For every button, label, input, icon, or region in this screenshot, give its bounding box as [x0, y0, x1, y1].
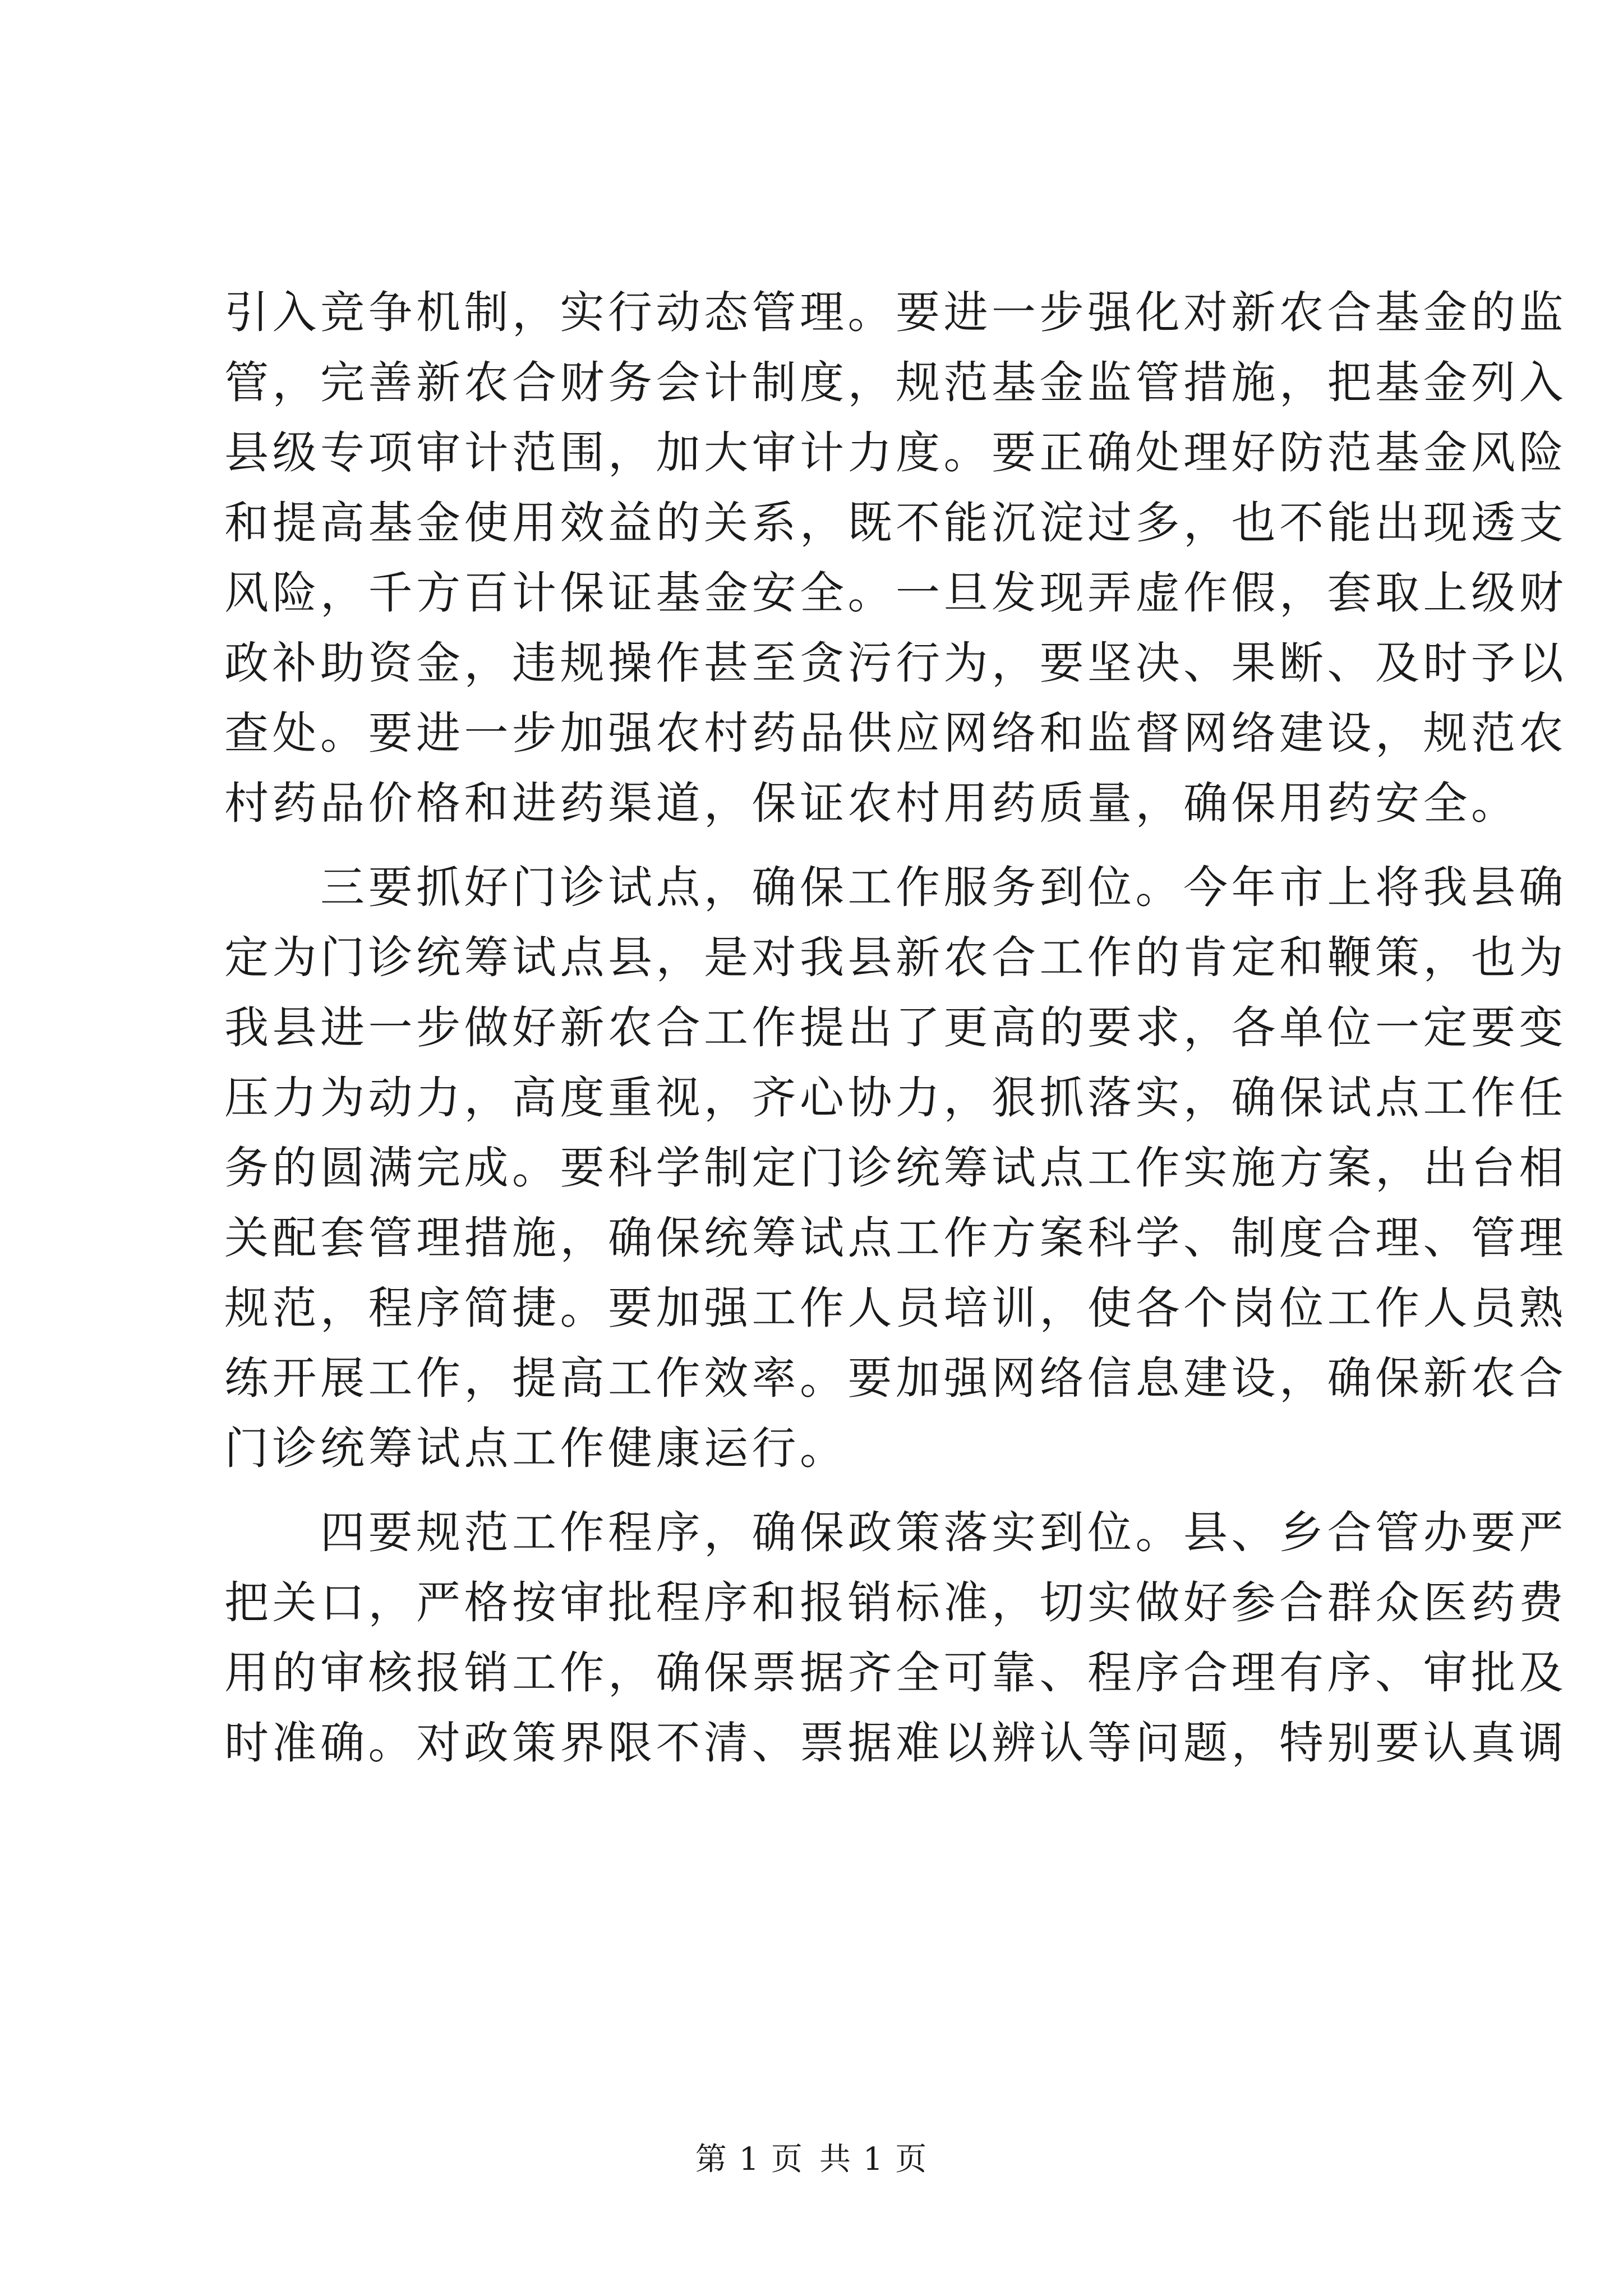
text-line: 引入竞争机制，实行动态管理。要进一步强化对新农合基金的监: [224, 287, 1567, 338]
text-line: 压力为动力，高度重视，齐心协力，狠抓落实，确保试点工作任: [224, 1072, 1567, 1124]
text-line: 查处。要进一步加强农村药品供应网络和监督网络建设，规范农: [224, 707, 1567, 759]
paragraph-spacer: [224, 839, 1399, 853]
text-line: 我县进一步做好新农合工作提出了更高的要求，各单位一定要变: [224, 1002, 1567, 1053]
text-line: 把关口，严格按审批程序和报销标准，切实做好参合群众医药费: [224, 1577, 1567, 1628]
paragraph-3: [224, 1498, 1567, 1778]
text-line: 三要抓好门诊试点，确保工作服务到位。今年市上将我县确: [224, 862, 1567, 913]
text-line: 管，完善新农合财务会计制度，规范基金监管措施，把基金列入: [224, 357, 1567, 408]
text-line: 县级专项审计范围，加大审计力度。要正确处理好防范基金风险: [224, 427, 1567, 478]
text-line: 村药品价格和进药渠道，保证农村用药质量，确保用药安全。: [224, 777, 1519, 829]
paragraph-spacer: [224, 1484, 1399, 1498]
text-line: 政补助资金，违规操作甚至贪污行为，要坚决、果断、及时予以: [224, 637, 1567, 689]
paragraph-2: [224, 853, 1567, 1484]
text-line: 用的审核报销工作，确保票据齐全可靠、程序合理有序、审批及: [224, 1647, 1567, 1699]
text-line: 四要规范工作程序，确保政策落实到位。县、乡合管办要严: [224, 1507, 1567, 1558]
text-line: 定为门诊统筹试点县，是对我县新农合工作的肯定和鞭策，也为: [224, 932, 1567, 983]
text-line: 关配套管理措施，确保统筹试点工作方案科学、制度合理、管理: [224, 1212, 1567, 1264]
text-line: 风险，千方百计保证基金安全。一旦发现弄虚作假，套取上级财: [224, 567, 1567, 619]
page-footer: [0, 2140, 1623, 2179]
text-line: 和提高基金使用效益的关系，既不能沉淀过多，也不能出现透支: [224, 497, 1567, 549]
document-body: [224, 278, 1567, 1778]
page-total: 共 1 页: [819, 2141, 928, 2178]
text-line: 规范，程序简捷。要加强工作人员培训，使各个岗位工作人员熟: [224, 1282, 1567, 1334]
text-line: 时准确。对政策界限不清、票据难以辨认等问题，特别要认真调: [224, 1717, 1567, 1769]
text-line: 练开展工作，提高工作效率。要加强网络信息建设，确保新农合: [224, 1352, 1567, 1404]
page-number: 第 1 页: [695, 2141, 804, 2178]
text-line: 务的圆满完成。要科学制定门诊统筹试点工作实施方案，出台相: [224, 1142, 1567, 1194]
text-line: 门诊统筹试点工作健康运行。: [224, 1423, 848, 1474]
paragraph-1: [224, 278, 1567, 839]
